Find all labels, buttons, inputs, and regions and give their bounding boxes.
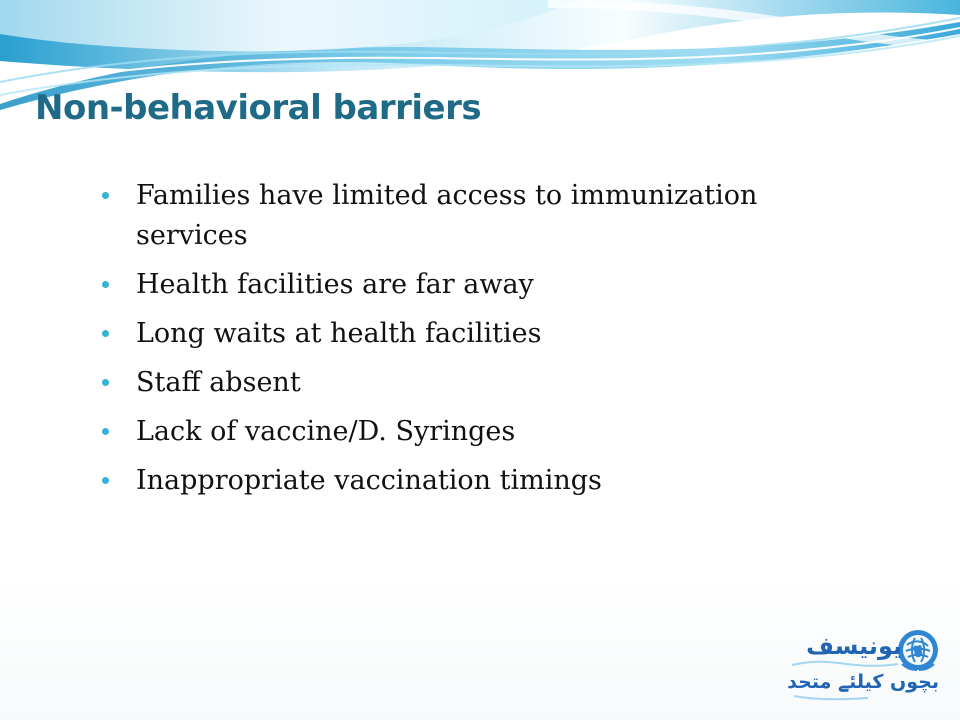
bullet-text-1: Families have limited access to immunization services (136, 180, 758, 251)
bullet-text-2: Health facilities are far away (136, 269, 534, 300)
bullet-item-5 (101, 412, 861, 452)
bullet-text-5: Lack of vaccine/D. Syringes (136, 416, 516, 447)
bullet-text-4: Staff absent (136, 367, 301, 398)
bullet-item-6 (101, 461, 861, 501)
bullet-item-3 (101, 314, 861, 354)
bullet-list (101, 176, 861, 510)
bullet-text-3: Long waits at health facilities (136, 318, 542, 349)
bullet-item-1 (101, 176, 861, 256)
slide-title: Non-behavioral barriers (35, 88, 482, 128)
logo-bottom-text: بچوں کیلئے متحد (787, 671, 939, 693)
bullet-text-6: Inappropriate vaccination timings (136, 465, 602, 496)
bullet-item-4 (101, 363, 861, 403)
logo-top-text: یونیسف (806, 632, 902, 660)
unicef-logo (787, 626, 940, 704)
bullet-item-2 (101, 265, 861, 305)
